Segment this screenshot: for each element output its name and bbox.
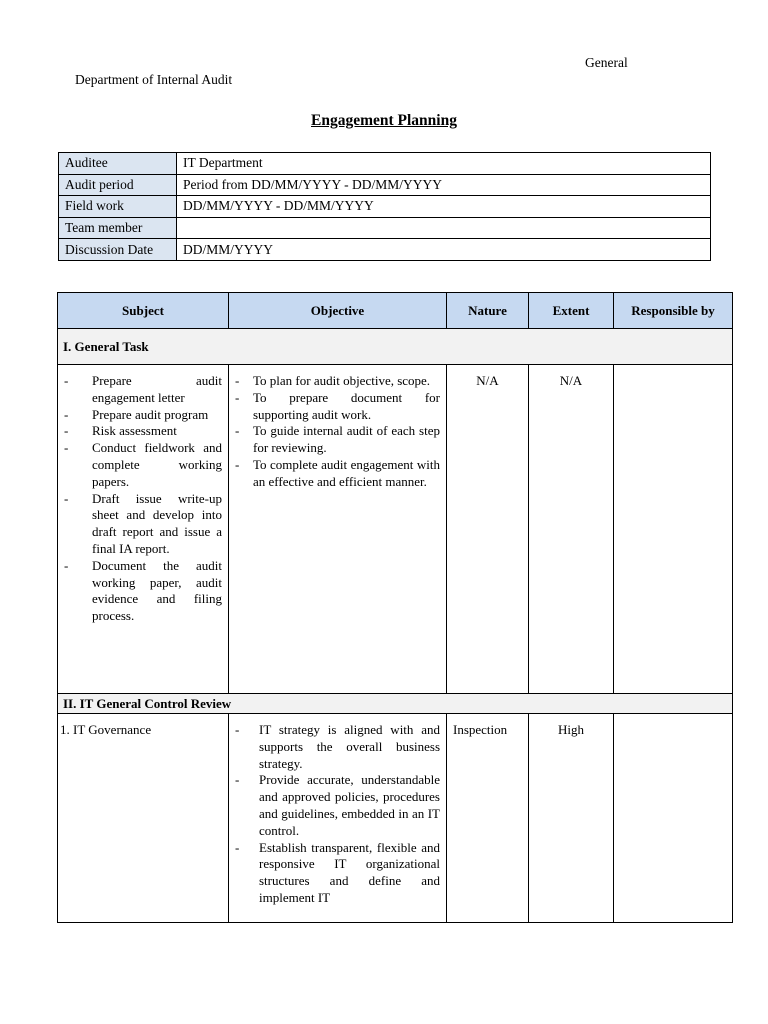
objective-cell (229, 714, 447, 923)
info-label: Discussion Date (59, 239, 177, 261)
info-row-auditee (59, 153, 711, 175)
table-row (58, 365, 733, 694)
objective-cell (229, 365, 447, 694)
plan-header-row (58, 293, 733, 329)
list-item: - To complete audit engagement with an effective and efficient manner. (235, 457, 440, 491)
engagement-info-table (58, 152, 711, 261)
info-label: Auditee (59, 153, 177, 175)
extent-cell: N/A (529, 365, 614, 694)
objective-list (235, 373, 440, 491)
extent-cell: High (529, 714, 614, 923)
info-row-field-work (59, 196, 711, 218)
section-title: II. IT General Control Review (58, 694, 733, 714)
page-title: Engagement Planning (311, 112, 457, 129)
column-header-nature: Nature (447, 293, 529, 329)
list-item: - To guide internal audit of each step for reviewing. (235, 423, 440, 457)
subject-cell (58, 365, 229, 694)
department-name: Department of Internal Audit (75, 72, 233, 87)
nature-cell: Inspection (447, 714, 529, 923)
classification-label: General (585, 55, 628, 70)
subject-list (64, 373, 222, 625)
info-label: Field work (59, 196, 177, 218)
list-item: - To plan for audit objective, scope. (235, 373, 440, 390)
column-header-objective: Objective (229, 293, 447, 329)
info-value: DD/MM/YYYY (177, 239, 711, 261)
engagement-plan-table (57, 292, 733, 923)
list-item: - IT strategy is aligned with and supports the overall business strategy. (235, 722, 440, 772)
list-item: - Draft issue write-up sheet and develop into draft report and issue a final IA report. (64, 491, 222, 558)
list-item: - Provide accurate, understandable and approved policies, procedures and guidelines, embedded in an IT control. (235, 772, 440, 839)
info-value: Period from DD/MM/YYYY - DD/MM/YYYY (177, 174, 711, 196)
column-header-extent: Extent (529, 293, 614, 329)
info-label: Audit period (59, 174, 177, 196)
info-value: DD/MM/YYYY - DD/MM/YYYY (177, 196, 711, 218)
objective-list (235, 722, 440, 907)
responsible-cell (614, 365, 733, 694)
responsible-cell (614, 714, 733, 923)
list-item: - Prepare audit engagement letter (64, 373, 222, 407)
section-title: I. General Task (58, 329, 733, 365)
section-row-it-general-control (58, 694, 733, 714)
info-row-team-member (59, 217, 711, 239)
info-value: IT Department (177, 153, 711, 175)
info-row-discussion-date (59, 239, 711, 261)
nature-cell: N/A (447, 365, 529, 694)
column-header-responsible: Responsible by (614, 293, 733, 329)
info-row-audit-period (59, 174, 711, 196)
info-label: Team member (59, 217, 177, 239)
section-row-general-task (58, 329, 733, 365)
list-item: - Risk assessment (64, 423, 222, 440)
column-header-subject: Subject (58, 293, 229, 329)
list-item: - Establish transparent, flexible and responsive IT organizational structures and define and implement IT (235, 840, 440, 907)
list-item: - To prepare document for supporting audit work. (235, 390, 440, 424)
list-item: - Document the audit working paper, audit evidence and filing process. (64, 558, 222, 625)
list-item: - Prepare audit program (64, 407, 222, 424)
info-value (177, 217, 711, 239)
subject-cell: 1. IT Governance (58, 714, 229, 923)
table-row (58, 714, 733, 923)
list-item: - Conduct fieldwork and complete working papers. (64, 440, 222, 490)
